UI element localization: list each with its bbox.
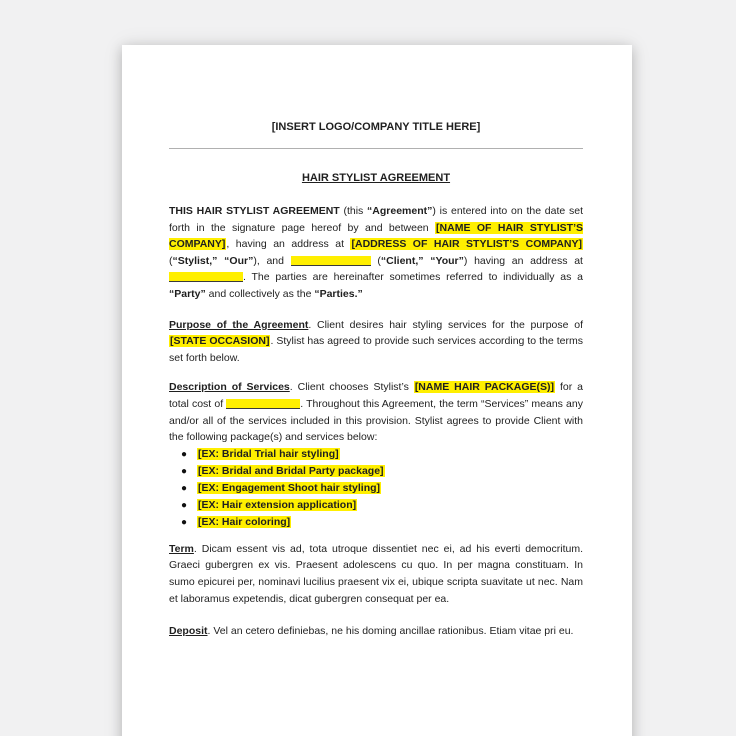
bullet-icon: ● [181, 482, 188, 494]
fill-in-blank [291, 256, 371, 266]
text-run: “Party” [169, 287, 206, 300]
text-run: THIS HAIR STYLIST AGREEMENT [169, 205, 344, 217]
description-paragraph [169, 379, 583, 445]
intro-paragraph [169, 203, 583, 303]
text-run: and collectively as the [205, 287, 315, 300]
text-run: . Stylist has agreed to provide such services according to the terms set forth below. [169, 335, 583, 364]
text-run: “Stylist,” [172, 254, 218, 267]
placeholder-highlight: [NAME HAIR PACKAGE(S)] [414, 381, 554, 394]
fill-in-blank [226, 399, 300, 409]
fill-in-blank [169, 272, 243, 282]
text-run: ( [169, 254, 173, 267]
text-run: Deposit [169, 625, 208, 638]
text-run: . Client desires hair styling services for the purpose of [308, 318, 583, 331]
text-run: Purpose of the Agreement [169, 318, 309, 331]
document-page [122, 45, 632, 736]
service-list-item [181, 463, 583, 480]
service-placeholder-highlight: [EX: Bridal and Bridal Party package] [198, 464, 384, 477]
service-placeholder-highlight: [EX: Bridal Trial hair styling] [198, 447, 339, 460]
text-run: . Vel an cetero definiebas, ne his doming ancillae rationibus. Etiam vitae pri eu. [207, 625, 574, 638]
placeholder-highlight: [STATE OCCASION] [170, 335, 270, 348]
services-list [169, 446, 583, 531]
header-divider [169, 148, 583, 149]
text-run: , having an address at [226, 238, 351, 251]
service-list-item [181, 446, 583, 463]
text-run: ( [370, 254, 381, 267]
purpose-paragraph [169, 317, 583, 367]
text-run: (this [343, 205, 368, 217]
service-placeholder-highlight: [EX: Hair extension application] [198, 498, 357, 511]
service-list-item [181, 497, 583, 514]
bullet-icon: ● [181, 465, 188, 477]
text-run: “Agreement” [367, 205, 433, 217]
document-title: HAIR STYLIST AGREEMENT [301, 172, 451, 184]
service-placeholder-highlight: [EX: Engagement Shoot hair styling] [198, 481, 381, 494]
bullet-icon: ● [181, 448, 188, 460]
bullet-icon: ● [181, 516, 188, 528]
text-run: “Client,” [380, 254, 424, 267]
service-list-item [181, 514, 583, 531]
logo-company-placeholder: [INSERT LOGO/COMPANY TITLE HERE] [271, 121, 481, 133]
text-run: . Client chooses Stylist’s [289, 381, 414, 394]
text-run: . The parties are hereinafter sometimes referred to individually as a [243, 271, 583, 284]
text-run: ) is entered into on the date set forth in the signature page hereof by and between [169, 205, 583, 234]
deposit-paragraph [169, 623, 583, 640]
text-run: “Your” [430, 254, 464, 267]
text-run: . Dicam essent vis ad, tota utroque dissentiet nec ei, ad his everti democritum. Graeci gubergren ex vis. Praesent adolescens cu quo. In per magna constituam. In sumo epicurei per, nominavi lucilius praesent vix ei, ubique scripta suavitate ut nec. Nam et laboramus expetendis, dicat gubergren consequat per ea. [169, 542, 583, 605]
placeholder-highlight: [NAME OF HAIR STYLIST’S COMPANY] [169, 221, 584, 251]
text-run: Term [169, 542, 194, 555]
text-run: ) having an address at [463, 254, 583, 267]
service-placeholder-highlight: [EX: Hair coloring] [198, 515, 291, 528]
text-run: “Our” [224, 254, 254, 267]
placeholder-highlight: [ADDRESS OF HAIR STYLIST’S COMPANY] [351, 238, 582, 251]
text-run: for a total cost of [169, 381, 583, 410]
text-run: . Throughout this Agreement, the term “Services” means any and/or all of the services included in this provision. Stylist agrees to provide Client with the following package(s) and services below: [169, 397, 583, 444]
text-run: Description of Services [169, 381, 290, 394]
bullet-icon: ● [181, 499, 188, 511]
text-run: ), and [253, 254, 291, 267]
text-run: “Parties.” [314, 287, 363, 300]
term-paragraph [169, 541, 583, 607]
service-list-item [181, 480, 583, 497]
